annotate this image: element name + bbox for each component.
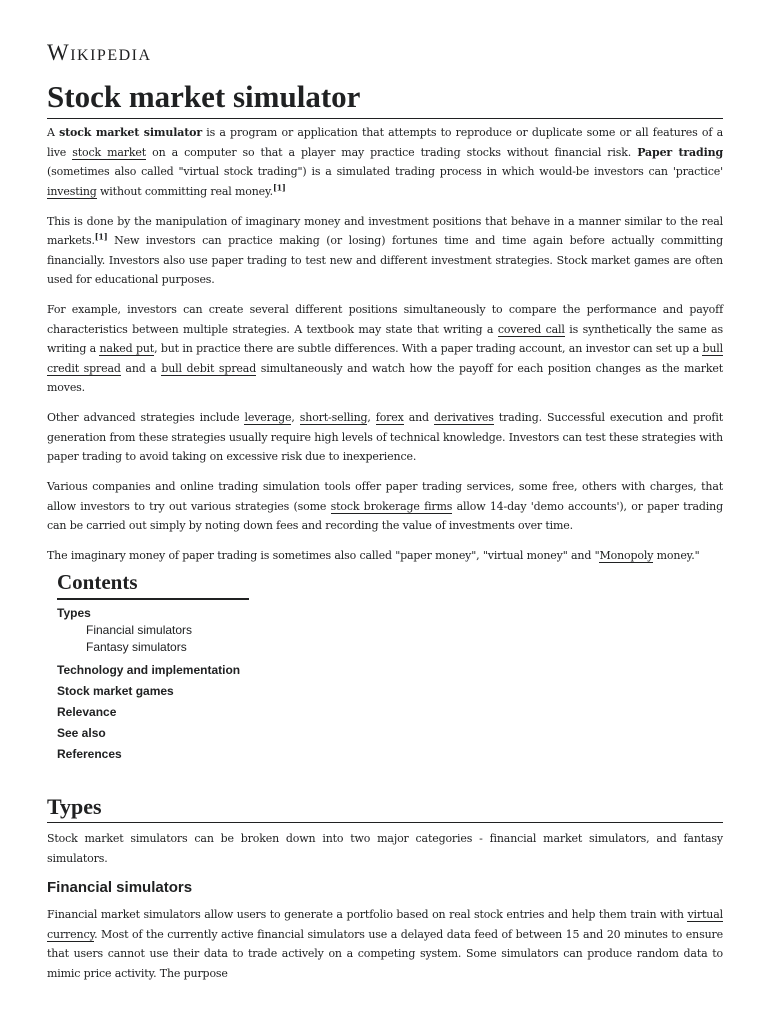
toc-sublist	[57, 622, 357, 656]
link-short-selling[interactable]: short-selling	[299, 411, 368, 424]
page-title: Stock market simulator	[47, 78, 723, 119]
link-forex[interactable]: forex	[375, 411, 404, 424]
toc-item-see-also[interactable]: See also	[57, 726, 106, 740]
text: A	[47, 126, 60, 139]
link-virtual-currency[interactable]: virtual currency	[47, 908, 723, 941]
link-naked-put[interactable]: naked put	[99, 342, 155, 355]
link-bull-credit-spread[interactable]: bull credit spread	[47, 342, 723, 375]
reference-link[interactable]: [1]	[272, 181, 286, 192]
text: Various companies and online trading simulation tools offer paper trading services, some free, others with charges, that allow investors to try out various strategies (some	[47, 480, 723, 513]
text: (sometimes also called "virtual stock trading") is a simulated trading process in which would-be investors can 'practice'	[47, 165, 723, 178]
text: allow 14-day 'demo accounts'), or paper trading can be carried out simply by noting down fees and recording the value of investments over time.	[47, 499, 724, 532]
toc-item-financial-simulators[interactable]: Financial simulators	[86, 623, 193, 637]
text: , but in practice there are subtle differences. With a paper trading account, an investor can set up a	[154, 342, 703, 355]
paragraph-1	[47, 123, 723, 201]
wikipedia-logo[interactable]: Wikipedia	[47, 40, 152, 65]
article-intro	[47, 123, 723, 576]
text: Financial market simulators allow users to generate a portfolio based on real stock entries and help them train with	[47, 908, 688, 921]
section-types-body	[47, 829, 723, 879]
toc-item-technology[interactable]: Technology and implementation	[57, 663, 241, 677]
toc-item-stock-market-games[interactable]: Stock market games	[57, 684, 174, 698]
link-monopoly[interactable]: Monopoly	[599, 549, 654, 562]
text: ,	[291, 411, 300, 424]
toc-title: Contents	[57, 567, 249, 600]
paragraph-types: Stock market simulators can be broken down into two major categories - financial market simulators, and fantasy simulators.	[47, 832, 723, 865]
link-derivatives[interactable]: derivatives	[433, 411, 494, 424]
paragraph-2	[47, 212, 723, 290]
text: simultaneously and watch how the payoff for each position changes as the market moves.	[47, 361, 723, 394]
text: without committing real money.	[96, 184, 273, 198]
toc-item-references[interactable]: References	[57, 747, 122, 761]
text: New investors can practice making (or losing) fortunes time and time again before actually committing financially. Investors also use paper trading to test new and different investment strategies. Stock market games are often used for educational purposes.	[47, 234, 723, 286]
paragraph-5	[47, 477, 723, 536]
text: on a computer so that a player may practice trading stocks without financial risk.	[146, 145, 638, 159]
bold-term: Paper trading	[637, 145, 723, 159]
text: For example, investors can create several different positions simultaneously to compare the performance and payoff characteristics between multiple strategies. A textbook may state that writing a	[47, 303, 723, 336]
paragraph-3	[47, 300, 723, 398]
link-bull-debit-spread[interactable]: bull debit spread	[161, 361, 257, 375]
toc-item-types[interactable]	[57, 604, 357, 656]
section-heading-types: Types	[47, 793, 723, 823]
bold-term: stock market simulator	[59, 126, 202, 139]
link-covered-call[interactable]: covered call	[497, 322, 565, 336]
text: Other advanced strategies include	[47, 411, 245, 424]
reference-link[interactable]: [1]	[94, 231, 108, 242]
subsection-heading-financial: Financial simulators	[47, 879, 193, 896]
text: is a program or application that attempts to reproduce or duplicate some or all features of a live	[47, 126, 723, 159]
link-leverage[interactable]: leverage	[244, 411, 292, 424]
text: The imaginary money of paper trading is sometimes also called "paper money", "virtual money" and "	[47, 549, 600, 562]
text: is synthetically the same as writing a	[47, 322, 723, 355]
text: trading. Successful execution and profit generation from these strategies usually require high levels of technical knowledge. Investors can test these strategies with paper trading to avoid taking on excessive risk due to inexperience.	[47, 411, 723, 463]
subsection-financial-body	[47, 905, 723, 994]
toc-list	[57, 604, 357, 765]
link-stock-market[interactable]: stock market	[72, 145, 147, 159]
link-stock-brokerage-firms[interactable]: stock brokerage firms	[330, 499, 453, 513]
text: ,	[367, 411, 376, 424]
toc-item-relevance[interactable]: Relevance	[57, 705, 117, 719]
text: This is done by the manipulation of imaginary money and investment positions that behave in a manner similar to the real markets.	[47, 214, 723, 247]
link-investing[interactable]: investing	[47, 184, 97, 198]
text: money."	[653, 549, 700, 562]
paragraph-6	[47, 546, 723, 566]
text: . Most of the currently active financial simulators use a delayed data feed of between 15 and 20 minutes to ensure that users cannot use their data to trade actively on a competing system. Some simulators can produce random data to mimic price activity. The purpose	[47, 927, 723, 980]
text: and	[403, 411, 434, 424]
paragraph-4	[47, 408, 723, 467]
table-of-contents	[57, 567, 357, 765]
toc-item-fantasy-simulators[interactable]: Fantasy simulators	[86, 640, 187, 654]
text: and a	[120, 361, 162, 375]
paragraph-financial	[47, 905, 723, 983]
toc-label[interactable]: Types	[57, 606, 91, 620]
